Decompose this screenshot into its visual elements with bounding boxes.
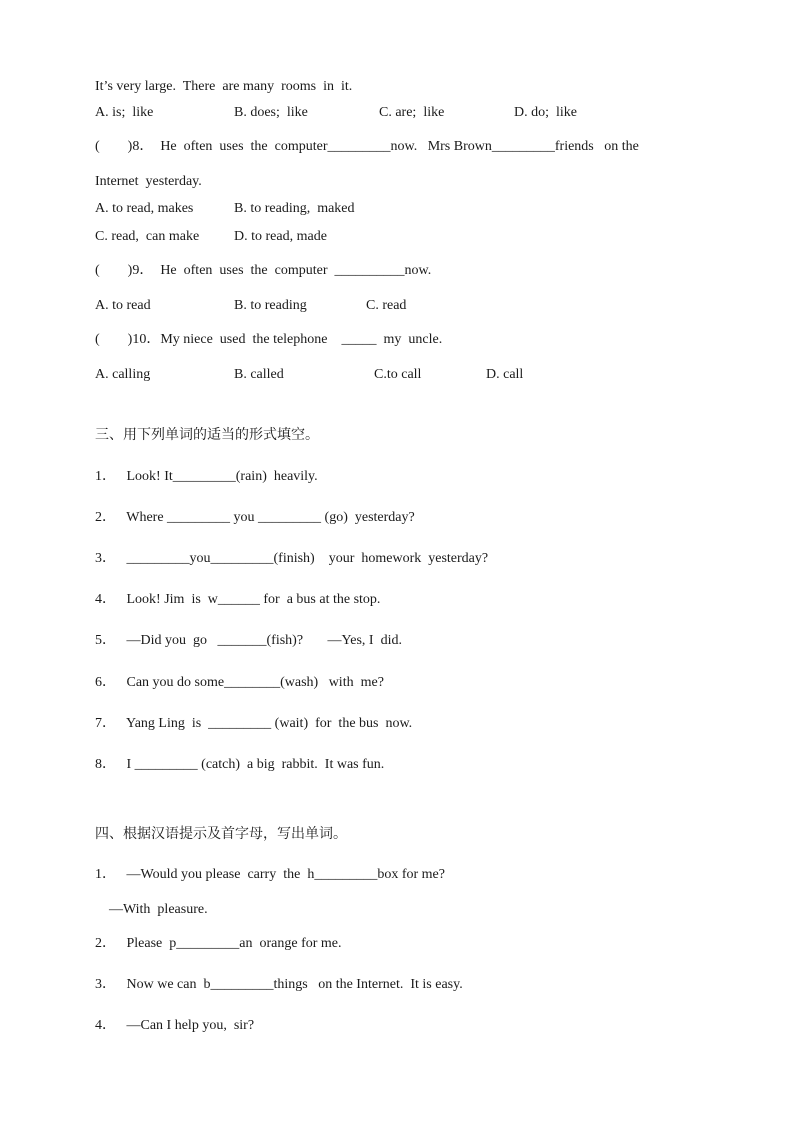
section3-item-3: 3． _________you_________(finish) your homework yesterday? [95,551,489,566]
section4-item-3: 3． Now we can b_________things on the Internet. It is easy. [95,977,463,992]
q7-option-d: D. do; like [514,105,577,120]
q8-option-b: B. to reading, maked [234,201,355,216]
q10-option-d: D. call [486,367,524,382]
section4-item-2: 2． Please p_________an orange for me. [95,936,342,951]
q8-option-d: D. to read, made [234,229,327,244]
q7-continuation: It’s very large. There are many rooms in it. [95,79,353,94]
q8-option-a: A. to read, makes [95,201,194,216]
q10: ( )10．My niece used the telephone _____ my uncle. [95,332,443,347]
q7-option-c: C. are; like [379,105,445,120]
section3-item-2: 2． Where _________ you _________ (go) yesterday? [95,510,415,525]
q7-option-b: B. does; like [234,105,308,120]
q9-option-a: A. to read [95,298,151,313]
q8-line2: Internet yesterday. [95,174,202,189]
section4-item-1: 1． —Would you please carry the h_________box for me? [95,867,445,882]
section3-item-1: 1． Look! It_________(rain) heavily. [95,469,318,484]
section3-heading: 三、用下列单词的适当的形式填空。 [95,427,319,443]
section3-item-6: 6． Can you do some________(wash) with me? [95,675,384,690]
section4-item-4: 4． —Can I help you, sir? [95,1018,255,1033]
q8-line1: ( )8． He often uses the computer_________now. Mrs Brown_________friends on the [95,139,639,154]
section3-item-7: 7． Yang Ling is _________ (wait) for the bus now. [95,716,413,731]
q9-option-b: B. to reading [234,298,307,313]
section3-item-8: 8． I _________ (catch) a big rabbit. It was fun. [95,757,385,772]
section3-item-5: 5． —Did you go _______(fish)? —Yes, I did. [95,633,402,648]
q7-option-a: A. is; like [95,105,154,120]
q10-option-b: B. called [234,367,284,382]
section4-item-1-reply: —With pleasure. [95,902,208,917]
q9-option-c: C. read [366,298,407,313]
section4-heading: 四、根据汉语提示及首字母，写出单词。 [95,826,347,842]
q10-option-c: C.to call [374,367,422,382]
q10-option-a: A. calling [95,367,151,382]
q8-option-c: C. read, can make [95,229,200,244]
section3-item-4: 4． Look! Jim is w______ for a bus at the stop. [95,592,381,607]
q9: ( )9． He often uses the computer __________now. [95,263,432,278]
